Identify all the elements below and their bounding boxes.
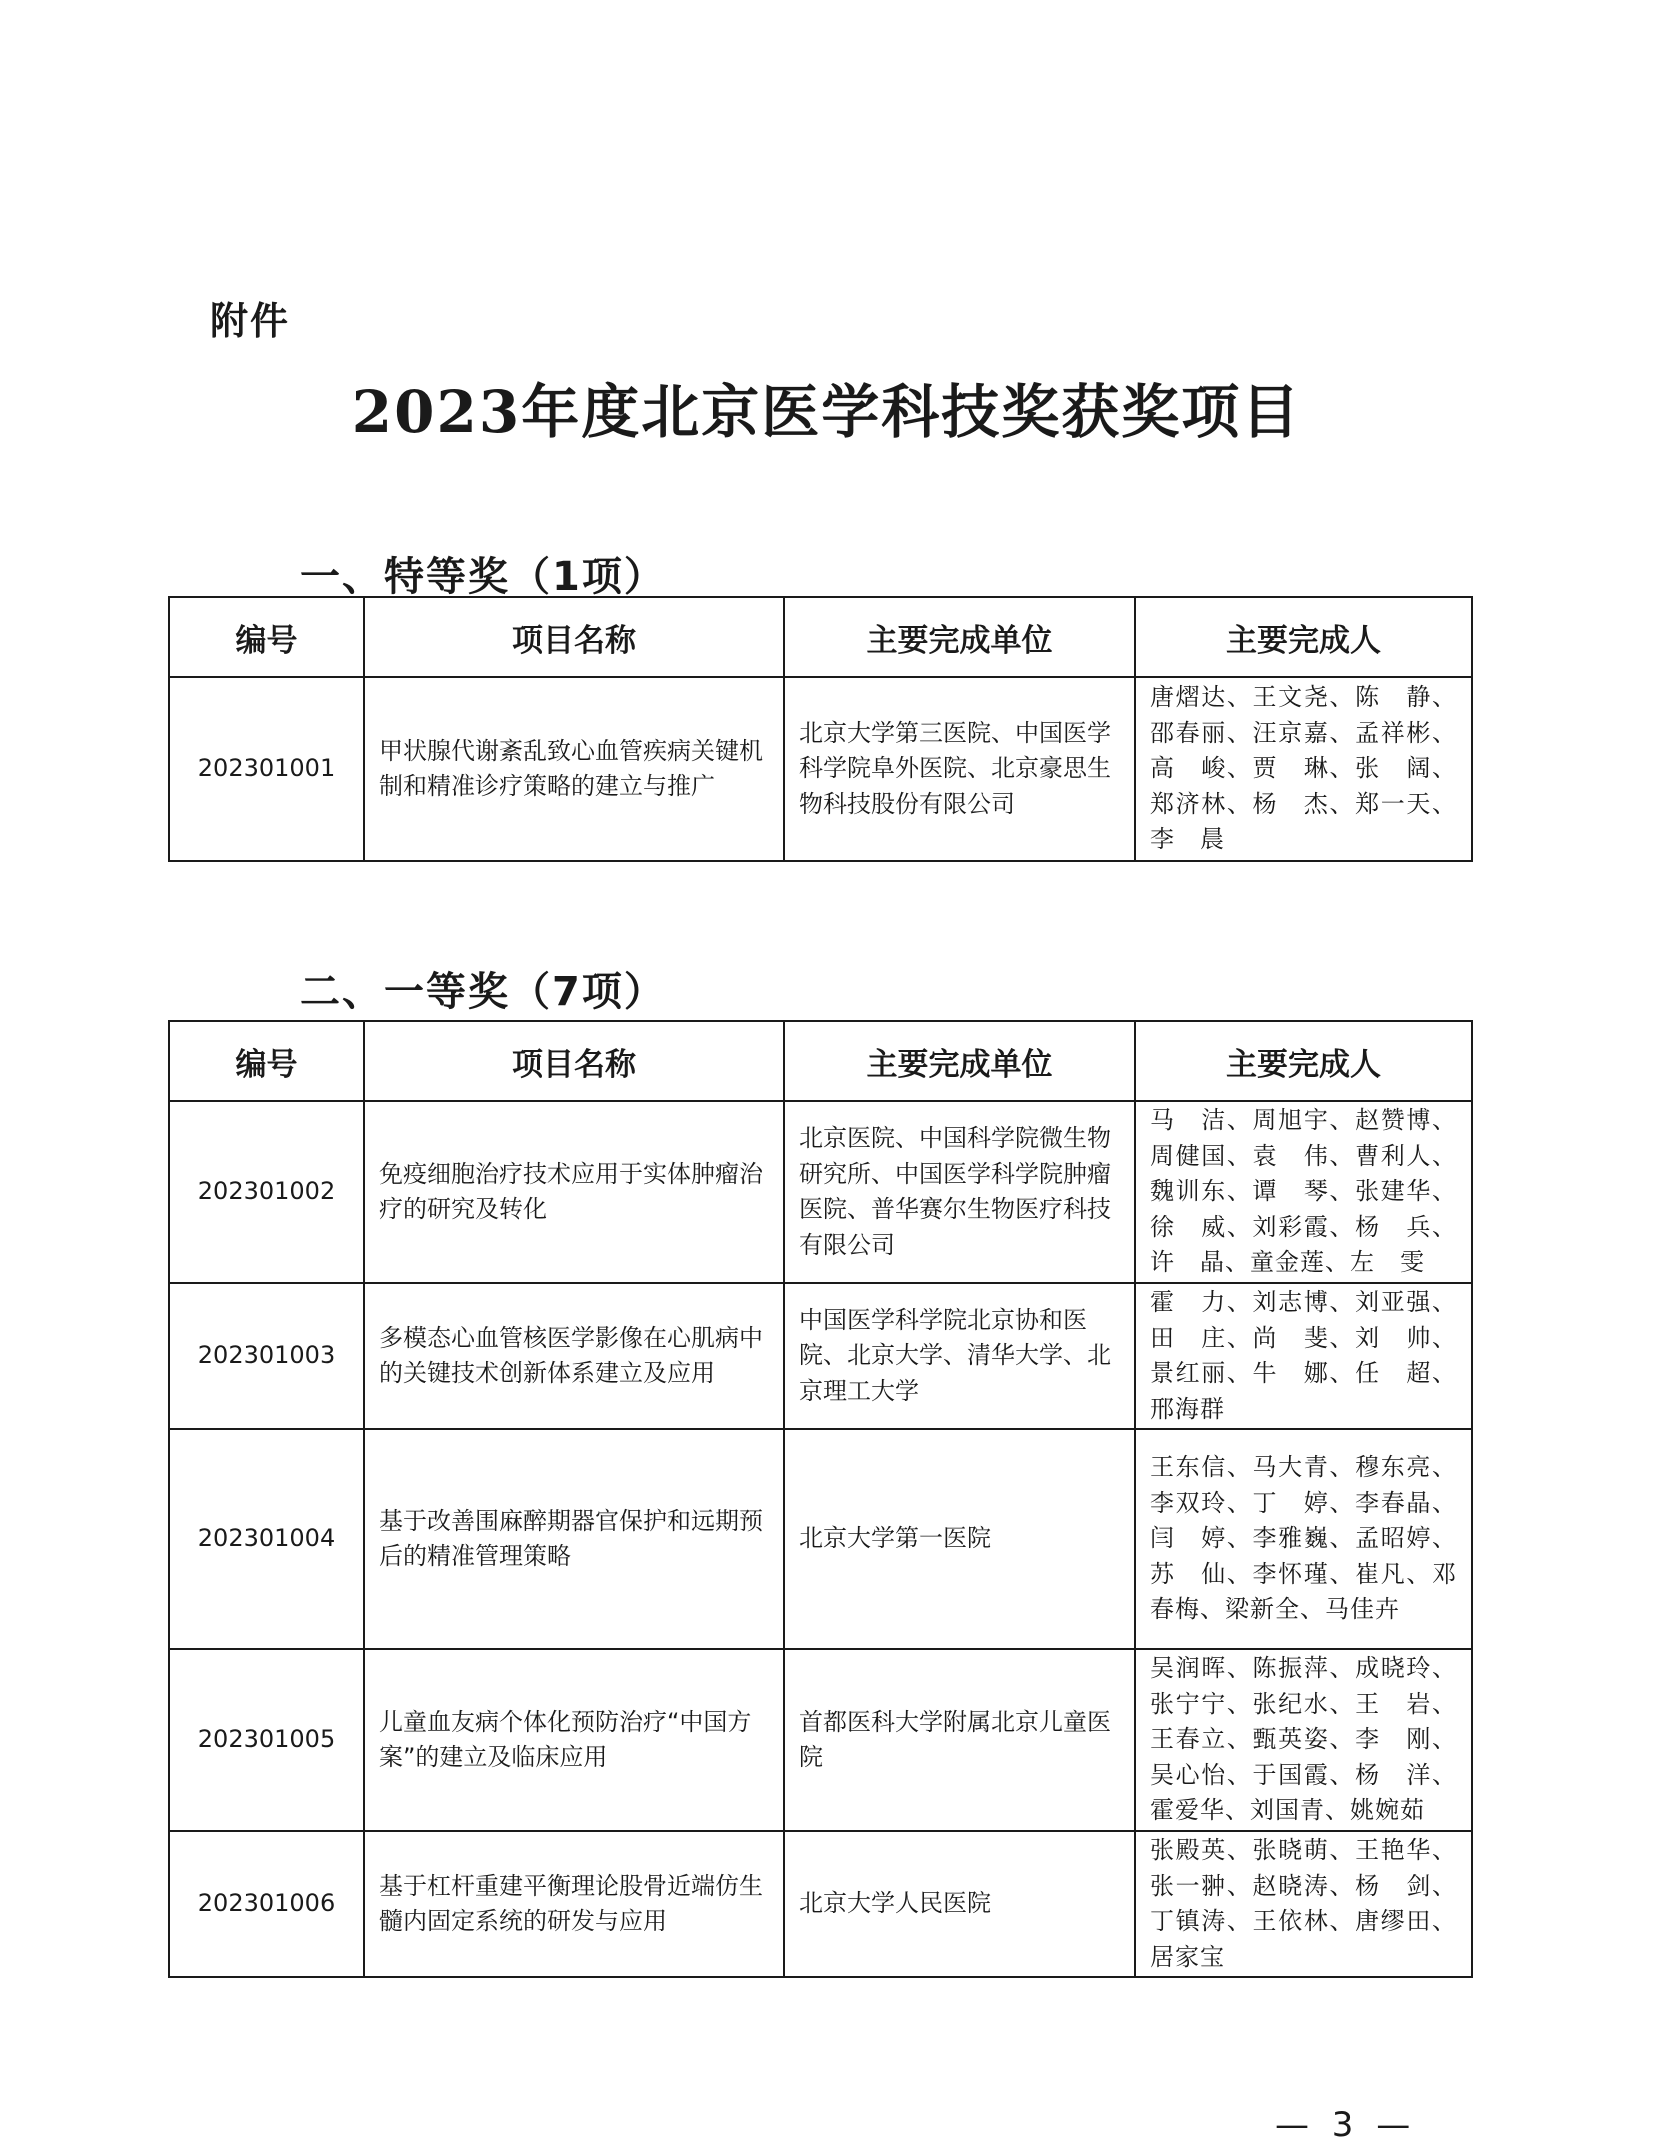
document-title: 2023年度北京医学科技奖获奖项目 xyxy=(351,378,1302,446)
project-number: 202301001 xyxy=(169,677,364,861)
table-row xyxy=(169,1429,1472,1649)
project-number: 202301006 xyxy=(169,1831,364,1977)
header-main-unit: 主要完成单位 xyxy=(784,597,1135,677)
table-row xyxy=(169,677,1472,861)
project-unit: 北京大学第一医院 xyxy=(784,1429,1135,1649)
section-heading-first-prize: 二、一等奖（7项） xyxy=(300,969,666,1015)
project-number: 202301003 xyxy=(169,1283,364,1429)
table-row xyxy=(169,1101,1472,1283)
first-prize-table xyxy=(168,1020,1473,1978)
project-unit: 北京医院、中国科学院微生物研究所、中国医学科学院肿瘤医院、普华赛尔生物医疗科技有限公司 xyxy=(784,1101,1135,1283)
project-name: 免疫细胞治疗技术应用于实体肿瘤治疗的研究及转化 xyxy=(364,1101,784,1283)
project-people: 王东信、马大青、穆东亮、李双玲、丁 婷、李春晶、闫 婷、李雅巍、孟昭婷、苏 仙、李怀瑾、崔凡、邓春梅、梁新全、马佳卉 xyxy=(1135,1429,1472,1649)
project-number: 202301002 xyxy=(169,1101,364,1283)
project-name: 基于杠杆重建平衡理论股骨近端仿生髓内固定系统的研发与应用 xyxy=(364,1831,784,1977)
project-people: 马 洁、周旭宇、赵赞博、周健国、袁 伟、曹利人、魏训东、谭 琴、张建华、徐 威、刘彩霞、杨 兵、许 晶、童金莲、左 雯 xyxy=(1135,1101,1472,1283)
project-people: 霍 力、刘志博、刘亚强、田 庄、尚 斐、刘 帅、景红丽、牛 娜、任 超、邢海群 xyxy=(1135,1283,1472,1429)
table-row xyxy=(169,1831,1472,1977)
header-project-name: 项目名称 xyxy=(364,597,784,677)
project-number: 202301004 xyxy=(169,1429,364,1649)
project-name: 基于改善围麻醉期器官保护和远期预后的精准管理策略 xyxy=(364,1429,784,1649)
header-project-name: 项目名称 xyxy=(364,1021,784,1101)
project-unit: 北京大学第三医院、中国医学科学院阜外医院、北京豪思生物科技股份有限公司 xyxy=(784,677,1135,861)
project-people: 吴润晖、陈振萍、成晓玲、张宁宁、张纪水、王 岩、王春立、甄英姿、李 刚、吴心怡、于国霞、杨 洋、霍爱华、刘国青、姚婉茹 xyxy=(1135,1649,1472,1831)
project-unit: 中国医学科学院北京协和医院、北京大学、清华大学、北京理工大学 xyxy=(784,1283,1135,1429)
attachment-label: 附件 xyxy=(210,299,291,343)
project-name: 甲状腺代谢紊乱致心血管疾病关键机制和精准诊疗策略的建立与推广 xyxy=(364,677,784,861)
section-heading-special-award: 一、特等奖（1项） xyxy=(300,554,666,600)
header-number: 编号 xyxy=(169,597,364,677)
project-name: 多模态心血管核医学影像在心肌病中的关键技术创新体系建立及应用 xyxy=(364,1283,784,1429)
special-award-table xyxy=(168,596,1473,862)
header-main-unit: 主要完成单位 xyxy=(784,1021,1135,1101)
project-name: 儿童血友病个体化预防治疗“中国方案”的建立及临床应用 xyxy=(364,1649,784,1831)
project-people: 张殿英、张晓萌、王艳华、张一翀、赵晓涛、杨 剑、丁镇涛、王依林、唐缪田、居家宝 xyxy=(1135,1831,1472,1977)
header-number: 编号 xyxy=(169,1021,364,1101)
project-unit: 首都医科大学附属北京儿童医院 xyxy=(784,1649,1135,1831)
header-main-people: 主要完成人 xyxy=(1135,1021,1472,1101)
project-unit: 北京大学人民医院 xyxy=(784,1831,1135,1977)
page-number: — 3 — xyxy=(1275,2105,1417,2145)
project-number: 202301005 xyxy=(169,1649,364,1831)
table-row xyxy=(169,1649,1472,1831)
project-people: 唐熠达、王文尧、陈 静、邵春丽、汪京嘉、孟祥彬、高 峻、贾 琳、张 阔、郑济林、杨 杰、郑一天、李 晨 xyxy=(1135,677,1472,861)
table-header-row xyxy=(169,1021,1472,1101)
table-header-row xyxy=(169,597,1472,677)
table-row xyxy=(169,1283,1472,1429)
header-main-people: 主要完成人 xyxy=(1135,597,1472,677)
